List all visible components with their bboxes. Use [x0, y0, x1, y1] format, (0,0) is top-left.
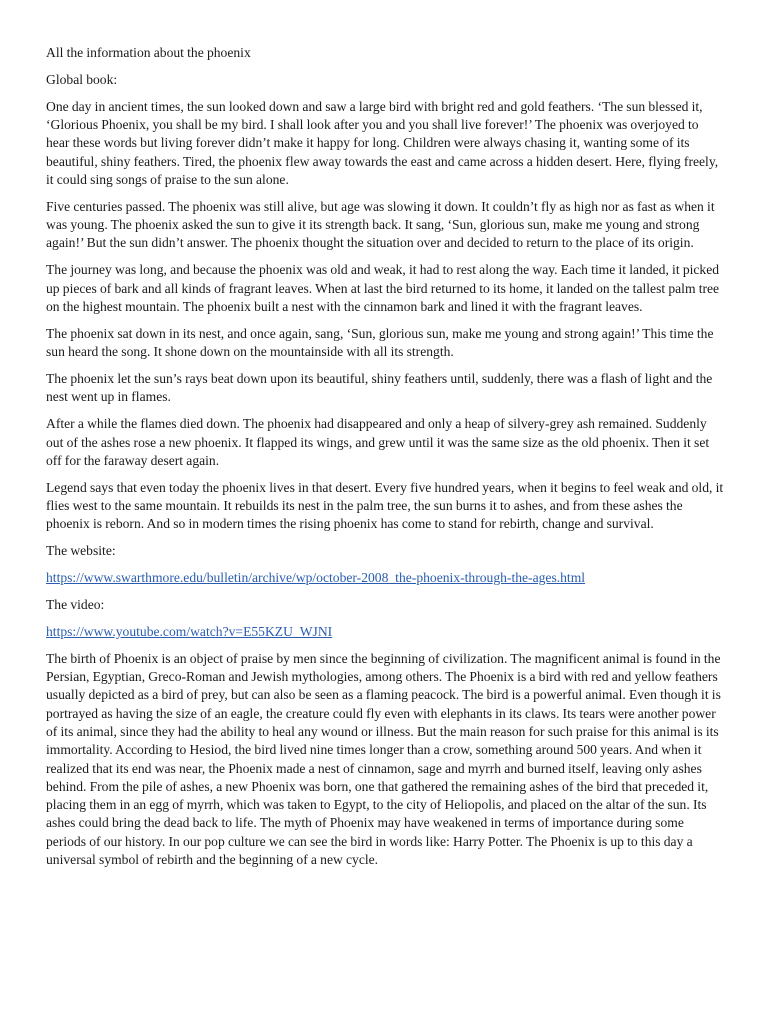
document-body: [46, 44, 724, 878]
story-paragraph: Legend says that even today the phoenix lives in that desert. Every five hundred years, when it begins to feel weak and old, it flies west to the same mountain. It rebuilds its nest in the palm tree, the sun burns it to ashes, and from these ashes the phoenix is reborn. And so in modern times the rising phoenix has come to stand for rebirth, change and survival.: [46, 479, 724, 532]
story-paragraph: The phoenix sat down in its nest, and once again, sang, ‘Sun, glorious sun, make me young and strong again!’ This time the sun heard the song. It shone down on the mountainside with all its strength.: [46, 325, 714, 360]
story-paragraph: One day in ancient times, the sun looked down and saw a large bird with bright red and gold feathers. ‘The sun blessed it, ‘Glorious Phoenix, you shall be my bird. I shall look after you and you shall live forever!’ The phoenix was overjoyed to hear these words but living forever didn’t make it happy for long. Children were always chasing it, wanting some of its beautiful, shiny feathers. Tired, the phoenix flew away towards the east and came across a hidden desert. Here, flying freely, it could sing songs of praise to the sun alone.: [46, 98, 719, 187]
story-paragraph: After a while the flames died down. The phoenix had disappeared and only a heap of silvery-grey ash remained. Suddenly out of the ashes rose a new phoenix. It flapped its wings, and grew until it was the same size as the old phoenix. Then it set off for the faraway desert again.: [46, 416, 710, 468]
story-paragraph: Five centuries passed. The phoenix was still alive, but age was slowing it down. It couldn’t fly as high nor as fast as when it was young. The phoenix asked the sun to give it its strength back. It sang, ‘Sun, glorious sun, make me young and strong again!’ But the sun didn’t answer. The phoenix thought the situation over and decided to return to the place of its origin.: [46, 198, 715, 251]
video-label: The video:: [46, 596, 105, 612]
website-label: The website:: [46, 543, 116, 559]
website-link[interactable]: https://www.swarthmore.edu/bulletin/archive/wp/october-2008_the-phoenix-through-the-ages.html: [46, 570, 586, 586]
video-link[interactable]: https://www.youtube.com/watch?v=E55KZU_WJNI: [46, 623, 333, 639]
video-link-line: [46, 623, 724, 641]
story-paragraph: The phoenix let the sun’s rays beat down upon its beautiful, shiny feathers until, suddenly, there was a flash of light and the nest went up in flames.: [46, 371, 713, 405]
story-paragraph: The journey was long, and because the phoenix was old and weak, it had to rest along the way. Each time it landed, it picked up pieces of bark and all kinds of fragrant leaves. When at last the bird returned to its home, it landed on the tallest palm tree on the highest mountain. The phoenix built a nest with the cinnamon bark and lined it with the fragrant leaves.: [46, 262, 720, 314]
document-title: All the information about the phoenix: [46, 45, 251, 60]
final-paragraph: The birth of Phoenix is an object of praise by men since the beginning of civilization. The magnificent animal is found in the Persian, Egyptian, Greco-Roman and Jewish mythologies, among others. The Phoenix is a bird with red and yellow feathers usually depicted as a bird of prey, but can also be seen as a flaming peacock. The bird is a powerful animal. Even though it is portrayed as having the size of an eagle, the creature could fly even with elephants in its claws. Its tears were another power of its animal, since they had the ability to heal any wound or illness. But the main reason for such praise for this animal is its immortality. According to Hesiod, the bird lived nine times longer than a crow, something around 500 years. And when it realized that its end was near, the Phoenix made a nest of cinnamon, sage and myrrh and burned itself, leaving only ashes behind. From the pile of ashes, a new Phoenix was born, one that gathered the remaining ashes of the bird that preceded it, placing them in an egg of myrrh, which was taken to Egypt, to the city of Heliopolis, and placed on the altar of the sun. Its ashes could bring the dead back to life. The myth of Phoenix may have weakened in terms of importance during some periods of our history. In our pop culture we can see the bird in words like: Harry Potter. The Phoenix is up to this day a universal symbol of rebirth and the beginning of a new cycle.: [46, 650, 721, 867]
global-book-label: Global book:: [46, 71, 118, 87]
website-link-line: [46, 569, 724, 587]
